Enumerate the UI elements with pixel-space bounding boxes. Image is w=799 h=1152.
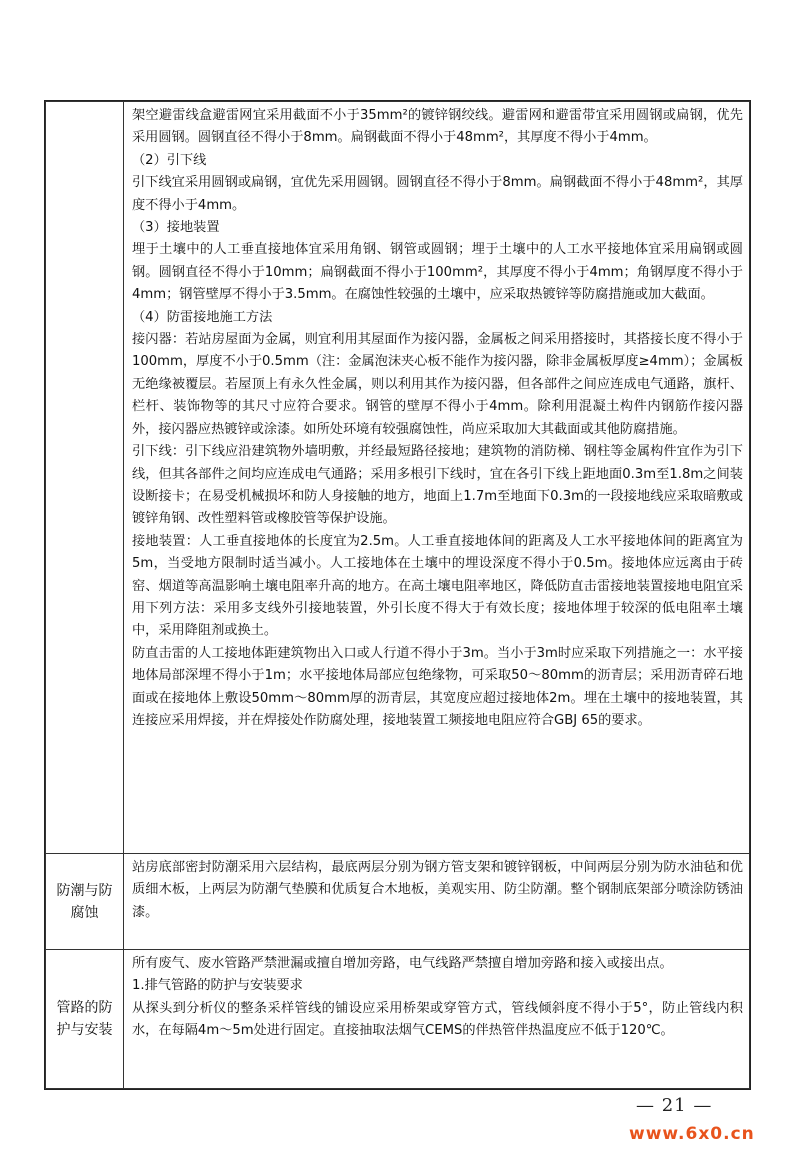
watermark: www.6x0.cn: [629, 1124, 755, 1144]
paragraph: 从探头到分析仪的整条采样管线的铺设应采用桥架或穿管方式，管线倾斜度不得小于5°，防止管线内积水，在每隔4m～5m处进行固定。直接抽取法烟气CEMS的伴热管伴热温度应不低于120℃。: [132, 1000, 743, 1039]
paragraph: 引下线宜采用圆钢或扁钢，宜优先采用圆钢。圆钢直径不得小于8mm。扁钢截面不得小于48mm²，其厚度不得小于4mm。: [132, 175, 743, 213]
section-heading: （2）引下线: [132, 152, 207, 168]
table-row: [46, 102, 750, 854]
paragraph: 架空避雷线盒避雷网宜采用截面不小于35mm²的镀锌钢绞线。避雷网和避雷带宜采用圆钢或扁钢，优先采用圆钢。圆钢直径不得小于8mm。扁钢截面不得小于48mm²，其厚度不得小于4mm。: [132, 108, 743, 146]
section-heading: （3）接地装置: [132, 220, 220, 236]
section-heading: 1.排气管路的防护与安装要求: [132, 978, 303, 994]
page-number: — 21 —: [636, 1095, 713, 1116]
section-heading: （4）防雷接地施工方法: [132, 309, 273, 325]
row-content-pipeline: [124, 950, 750, 1089]
paragraph: 防直击雷的人工接地体距建筑物出入口或人行道不得小于3m。当小于3m时应采取下列措施之一：水平接地体局部深埋不得小于1m；水平接地体局部应包绝缘物，可采取50～80mm的沥青层；采用沥青碎石地面或在接地体上敷设50mm～80mm厚的沥青层，其宽度应超过接地体2m。埋在土壤中的接地装置，其连接应采用焊接，并在焊接处作防腐处理，接地装置工频接地电阻应符合GBJ 65的要求。: [132, 645, 743, 728]
paragraph: 接地装置：人工垂直接地体的长度宜为2.5m。人工垂直接地体间的距离及人工水平接地体间的距离宜为5m，当受地方限制时适当减小。人工接地体在土壤中的埋设深度不得小于0.5m。接地体应远离由于砖窑、烟道等高温影响土壤电阻率升高的地方。在高土壤电阻率地区，降低防直击雷接地装置接地电阻宜采用下列方法：采用多支线外引接地装置，外引长度不得大于有效长度；接地体埋于较深的低电阻率土壤中，采用降阻剂或换土。: [132, 533, 743, 639]
paragraph: 所有废气、废水管路严禁泄漏或擅自增加旁路，电气线路严禁擅自增加旁路和接入或接出点。: [132, 956, 673, 971]
paragraph: 站房底部密封防潮采用六层结构，最底两层分别为钢方管支架和镀锌钢板，中间两层分别为防水油毡和优质细木板，上两层为防潮气垫膜和优质复合木地板，美观实用、防尘防潮。整个钢制底架部分喷涂防锈油漆。: [132, 860, 743, 920]
table-row: [46, 854, 750, 950]
row-content-lightning: [124, 102, 750, 854]
spec-table: [45, 101, 750, 1089]
paragraph: 引下线：引下线应沿建筑物外墙明敷，并经最短路径接地；建筑物的消防梯、钢柱等金属构件宜作为引下线，但其各部件之间均应连成电气通路；采用多根引下线时，宜在各引下线上距地面0.3m至1.8m之间装设断接卡；在易受机械损坏和防人身接触的地方，地面上1.7m至地面下0.3m的一段接地线应采取暗敷或镀锌角钢、改性塑料管或橡胶管等保护设施。: [132, 444, 743, 527]
row-label: 防潮与防腐蚀: [46, 854, 124, 950]
document-table-frame: [44, 100, 751, 1090]
paragraph: 埋于土壤中的人工垂直接地体宜采用角钢、钢管或圆钢；埋于土壤中的人工水平接地体宜采用扁钢或圆钢。圆钢直径不得小于10mm；扁钢截面不得小于100mm²，其厚度不得小于4mm；角钢厚度不得小于4mm；钢管壁厚不得小于3.5mm。在腐蚀性较强的土壤中，应采取热镀锌等防腐措施或加大截面。: [132, 242, 743, 303]
row-label: 管路的防护与安装: [46, 950, 124, 1089]
row-content-moisture: [124, 854, 750, 950]
table-row: [46, 950, 750, 1089]
row-label: [46, 102, 124, 854]
paragraph: 接闪器：若站房屋面为金属，则宜利用其屋面作为接闪器，金属板之间采用搭接时，其搭接长度不得小于100mm，厚度不小于0.5mm（注：金属泡沫夹心板不能作为接闪器，除非金属板厚度≥4mm）；金属板无绝缘被覆层。若屋顶上有永久性金属，则以利用其作为接闪器，但各部件之间应连成电气通路，旗杆、栏杆、装饰物等的其尺寸应符合要求。钢管的壁厚不得小于4mm。除利用混凝土构件内钢筋作接闪器外，接闪器应热镀锌或涂漆。如所处环境有较强腐蚀性，尚应采取加大其截面或其他防腐措施。: [132, 332, 743, 437]
